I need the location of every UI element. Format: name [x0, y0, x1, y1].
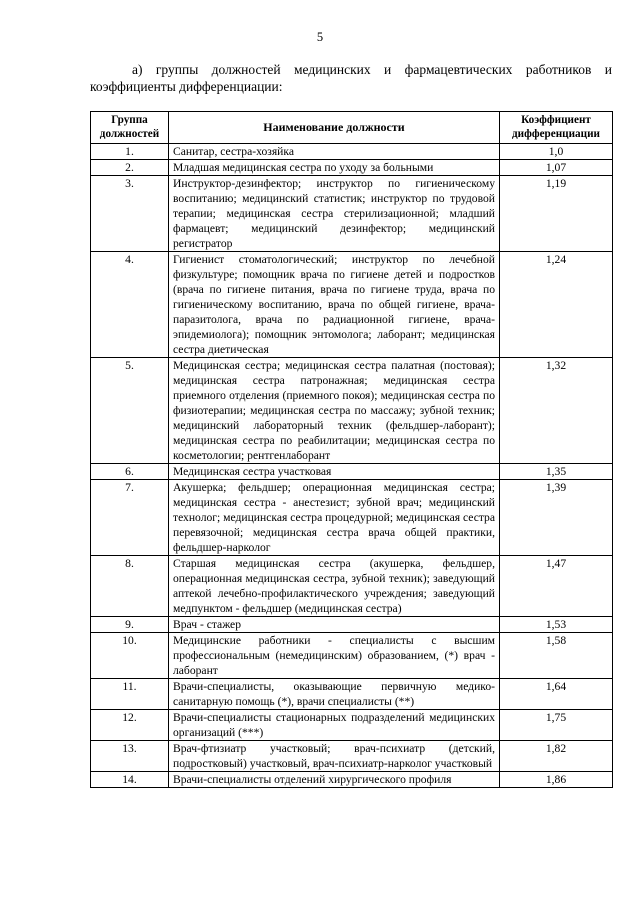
row-coefficient: 1,64	[500, 679, 613, 710]
table-row	[91, 617, 613, 633]
header-name: Наименование должности	[169, 112, 500, 144]
row-coefficient: 1,35	[500, 464, 613, 480]
row-position-name: Врач-фтизиатр участковый; врач-психиатр (детский, подростковый) участковый, врач-психиатр-нарколог участковый	[169, 741, 500, 772]
row-group-number: 6.	[91, 464, 169, 480]
row-group-number: 13.	[91, 741, 169, 772]
row-position-name: Врачи-специалисты отделений хирургического профиля	[169, 772, 500, 788]
row-coefficient: 1,0	[500, 144, 613, 160]
row-coefficient: 1,82	[500, 741, 613, 772]
table-row	[91, 252, 613, 358]
row-coefficient: 1,53	[500, 617, 613, 633]
header-coef: Коэффициент дифференциации	[500, 112, 613, 144]
row-group-number: 10.	[91, 633, 169, 679]
row-coefficient: 1,24	[500, 252, 613, 358]
row-group-number: 8.	[91, 556, 169, 617]
row-position-name: Санитар, сестра-хозяйка	[169, 144, 500, 160]
row-position-name: Медицинские работники - специалисты с высшим профессиональным (немедицинским) образованием, (*) врач - лаборант	[169, 633, 500, 679]
table-row	[91, 464, 613, 480]
table-row	[91, 176, 613, 252]
row-position-name: Инструктор-дезинфектор; инструктор по гигиеническому воспитанию; медицинский статистик; инструктор по трудовой терапии; медицинская сестра стерилизационной; младший фармацевт; медицинский дезинфектор; медицинский регистратор	[169, 176, 500, 252]
row-group-number: 12.	[91, 710, 169, 741]
row-group-number: 11.	[91, 679, 169, 710]
intro-paragraph: а) группы должностей медицинских и фармацевтических работников и коэффициенты дифференциации:	[90, 62, 612, 94]
table-row	[91, 741, 613, 772]
row-group-number: 9.	[91, 617, 169, 633]
row-position-name: Врачи-специалисты, оказывающие первичную медико-санитарную помощь (*), врачи специалисты (**)	[169, 679, 500, 710]
table-row	[91, 772, 613, 788]
row-position-name: Гигиенист стоматологический; инструктор по лечебной физкультуре; помощник врача по гигиене детей и подростков (врача по гигиене питания, врача по гигиене труда, врача по гигиеническому воспитанию, врача по общей гигиене, врача-паразитолога, врача по радиационной гигиене, врача-эпидемиолога); помощник энтомолога; лаборант; медицинская сестра диетическая	[169, 252, 500, 358]
row-coefficient: 1,32	[500, 358, 613, 464]
row-position-name: Врачи-специалисты стационарных подразделений медицинских организаций (***)	[169, 710, 500, 741]
row-group-number: 2.	[91, 160, 169, 176]
table-row	[91, 710, 613, 741]
table-body	[91, 144, 613, 788]
row-coefficient: 1,47	[500, 556, 613, 617]
row-position-name: Врач - стажер	[169, 617, 500, 633]
table-row	[91, 144, 613, 160]
row-group-number: 5.	[91, 358, 169, 464]
table-row	[91, 160, 613, 176]
row-group-number: 7.	[91, 480, 169, 556]
table-row	[91, 358, 613, 464]
row-position-name: Старшая медицинская сестра (акушерка, фельдшер, операционная медицинская сестра, зубной техник); заведующий аптекой лечебно-профилактического учреждения; заведующий медпунктом - фельдшер (медицинская сестра)	[169, 556, 500, 617]
row-position-name: Медицинская сестра; медицинская сестра палатная (постовая); медицинская сестра патронажная; медицинская сестра приемного отделения (приемного покоя); медицинская сестра по физиотерапии; медицинская сестра по массажу; зубной техник; медицинский лабораторный техник (фельдшер-лаборант); медицинская сестра по реабилитации; медицинская сестра по косметологии; рентгенлаборант	[169, 358, 500, 464]
header-group: Группа должностей	[91, 112, 169, 144]
positions-table	[90, 111, 613, 788]
table-row	[91, 679, 613, 710]
row-coefficient: 1,07	[500, 160, 613, 176]
row-position-name: Младшая медицинская сестра по уходу за больными	[169, 160, 500, 176]
row-position-name: Медицинская сестра участковая	[169, 464, 500, 480]
row-coefficient: 1,75	[500, 710, 613, 741]
table-row	[91, 633, 613, 679]
table-row	[91, 480, 613, 556]
row-coefficient: 1,39	[500, 480, 613, 556]
row-position-name: Акушерка; фельдшер; операционная медицинская сестра; медицинская сестра - анестезист; зубной врач; медицинский технолог; медицинская сестра процедурной; медицинская сестра перевязочной; медицинская сестра врача общей практики, фельдшер-нарколог	[169, 480, 500, 556]
row-group-number: 14.	[91, 772, 169, 788]
row-group-number: 3.	[91, 176, 169, 252]
table-header-row	[91, 112, 613, 144]
row-group-number: 1.	[91, 144, 169, 160]
row-coefficient: 1,86	[500, 772, 613, 788]
page-number: 5	[316, 30, 324, 44]
row-group-number: 4.	[91, 252, 169, 358]
table-row	[91, 556, 613, 617]
row-coefficient: 1,19	[500, 176, 613, 252]
row-coefficient: 1,58	[500, 633, 613, 679]
